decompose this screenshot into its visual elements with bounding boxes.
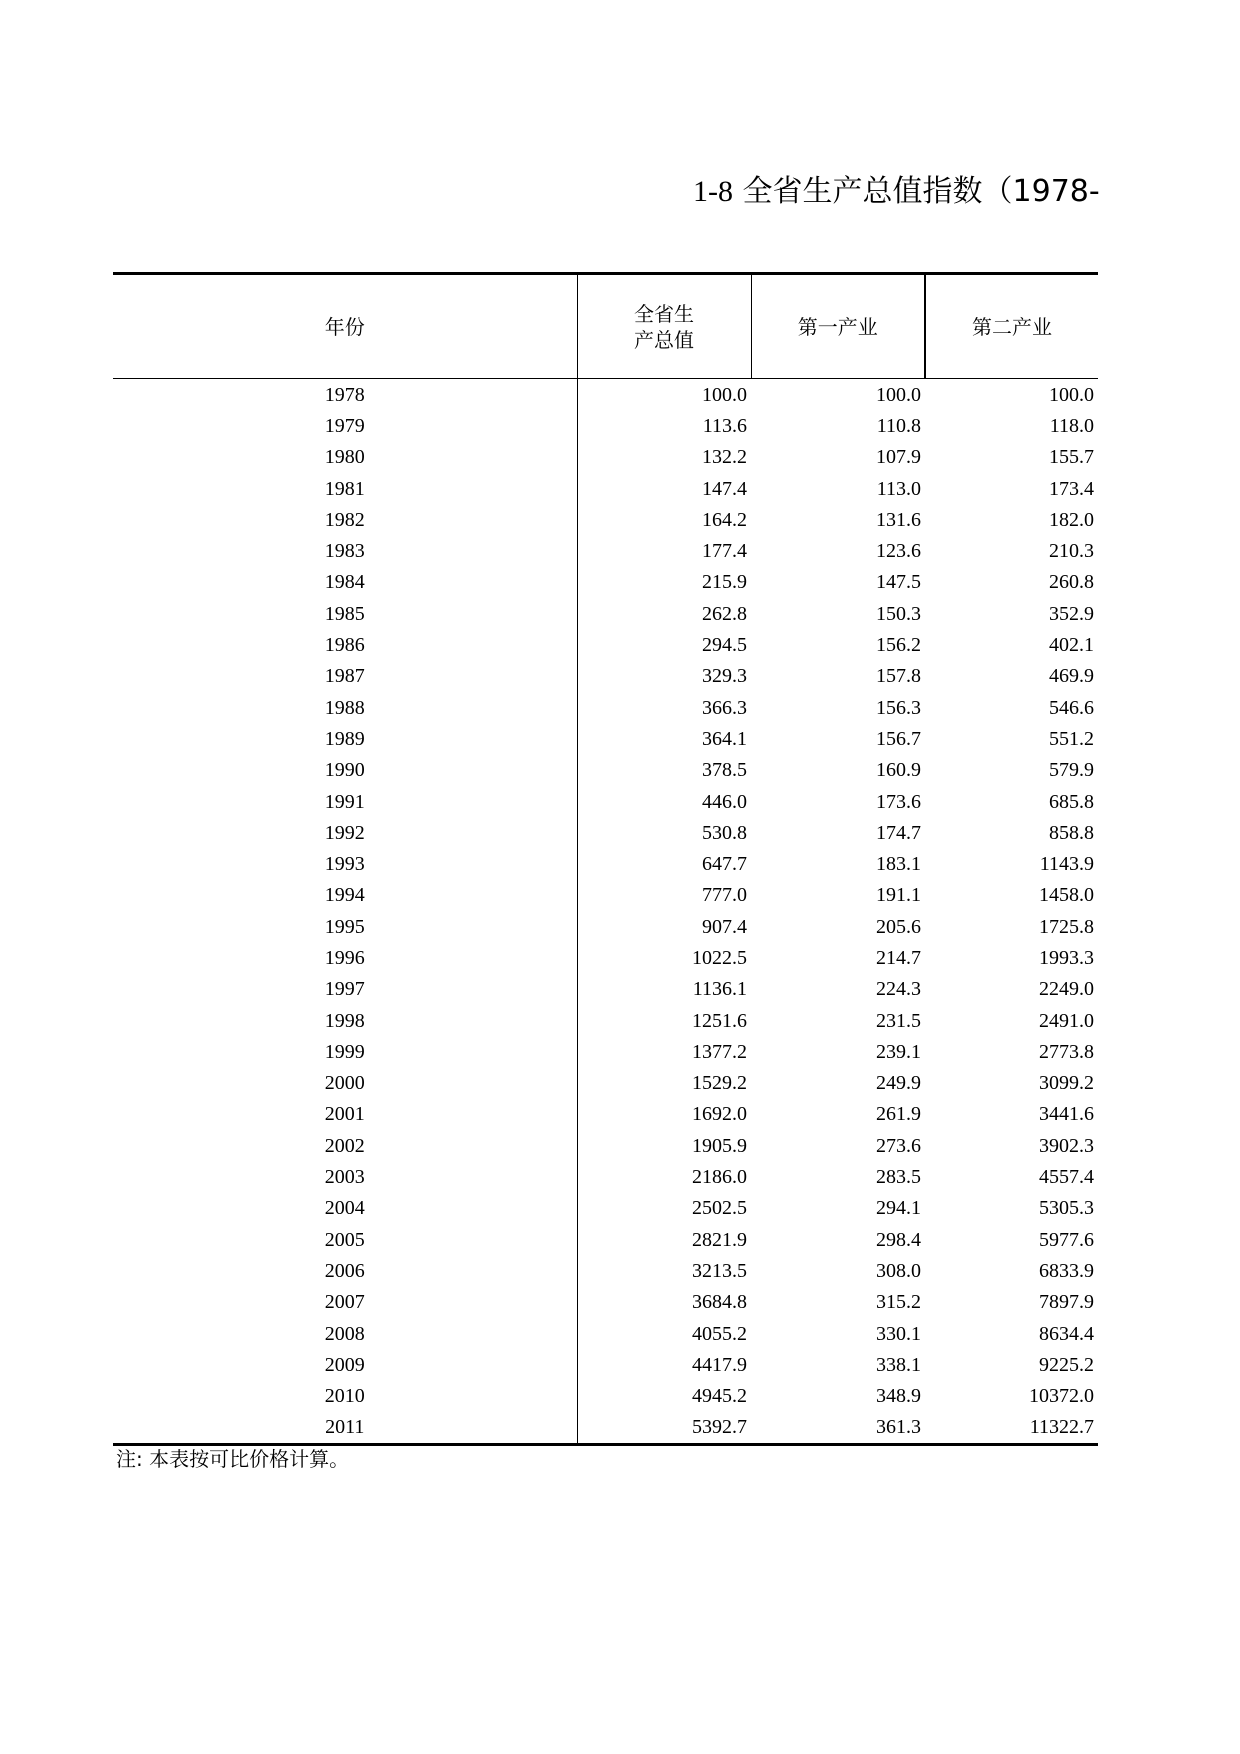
table-row: [113, 786, 1098, 817]
secondary-industry-index-cell: 2491.0: [1039, 1009, 1094, 1032]
gdp-index-cell: 1251.6: [692, 1009, 747, 1032]
secondary-industry-index-cell: 4557.4: [1039, 1166, 1094, 1189]
primary-industry-index-cell: 224.3: [876, 978, 921, 1001]
primary-industry-index-cell: 261.9: [876, 1103, 921, 1126]
table-row: [113, 1193, 1098, 1224]
primary-industry-index-cell: 294.1: [876, 1197, 921, 1220]
gdp-index-cell: 647.7: [702, 853, 747, 876]
gdp-index-table: [113, 272, 1098, 1446]
secondary-industry-index-cell: 3099.2: [1039, 1072, 1094, 1095]
secondary-industry-index-cell: 5977.6: [1039, 1228, 1094, 1251]
primary-industry-index-cell: 157.8: [876, 665, 921, 688]
year-cell: 1981: [113, 473, 577, 504]
gdp-index-cell: 1022.5: [692, 946, 747, 969]
primary-industry-index-cell: 205.6: [876, 915, 921, 938]
table-number: 1-8: [693, 175, 733, 208]
secondary-industry-index-cell: 1458.0: [1039, 884, 1094, 907]
secondary-industry-index-cell: 118.0: [1049, 414, 1094, 437]
year-cell: 2002: [113, 1130, 577, 1161]
gdp-index-cell: 113.6: [702, 414, 747, 437]
year-cell: 2004: [113, 1193, 577, 1224]
gdp-index-cell: 164.2: [702, 508, 747, 531]
gdp-index-table-container: [113, 272, 1098, 1446]
gdp-index-cell: 446.0: [702, 790, 747, 813]
gdp-index-cell: 329.3: [702, 665, 747, 688]
year-cell: 2009: [113, 1349, 577, 1380]
table-row: [113, 1224, 1098, 1255]
secondary-industry-index-cell: 9225.2: [1039, 1353, 1094, 1376]
year-cell: 2007: [113, 1287, 577, 1318]
primary-industry-index-cell: 156.3: [876, 696, 921, 719]
year-cell: 2006: [113, 1255, 577, 1286]
secondary-industry-index-cell: 469.9: [1049, 665, 1094, 688]
table-row: [113, 723, 1098, 754]
year-cell: 1989: [113, 723, 577, 754]
year-cell: 1992: [113, 817, 577, 848]
table-row: [113, 974, 1098, 1005]
table-row: [113, 442, 1098, 473]
secondary-industry-index-cell: 8634.4: [1039, 1322, 1094, 1345]
primary-industry-index-cell: 131.6: [876, 508, 921, 531]
table-row: [113, 661, 1098, 692]
year-cell: 1997: [113, 974, 577, 1005]
primary-industry-index-cell: 173.6: [876, 790, 921, 813]
gdp-index-cell: 1136.1: [692, 978, 747, 1001]
year-cell: 1991: [113, 786, 577, 817]
table-row: [113, 880, 1098, 911]
table-row: [113, 1099, 1098, 1130]
year-cell: 1987: [113, 661, 577, 692]
year-cell: 1999: [113, 1036, 577, 1067]
secondary-industry-index-cell: 5305.3: [1039, 1197, 1094, 1220]
gdp-index-cell: 1529.2: [692, 1072, 747, 1095]
secondary-industry-index-cell: 1725.8: [1039, 915, 1094, 938]
primary-industry-index-cell: 214.7: [876, 946, 921, 969]
secondary-industry-index-cell: 6833.9: [1039, 1259, 1094, 1282]
year-cell: 2000: [113, 1068, 577, 1099]
primary-industry-index-cell: 315.2: [876, 1291, 921, 1314]
table-row: [113, 1412, 1098, 1445]
table-row: [113, 942, 1098, 973]
year-cell: 1988: [113, 692, 577, 723]
gdp-index-cell: 366.3: [702, 696, 747, 719]
gdp-index-cell: 177.4: [702, 540, 747, 563]
secondary-industry-index-cell: 3441.6: [1039, 1103, 1094, 1126]
primary-industry-index-cell: 348.9: [876, 1385, 921, 1408]
secondary-industry-index-cell: 11322.7: [925, 1412, 1098, 1445]
secondary-industry-index-cell: 685.8: [1049, 790, 1094, 813]
secondary-industry-index-cell: 1993.3: [1039, 946, 1094, 969]
table-title-text: 全省生产总值指数（1978-: [742, 174, 1100, 209]
secondary-industry-index-cell: 2773.8: [1039, 1040, 1094, 1063]
secondary-industry-index-cell: 7897.9: [1039, 1291, 1094, 1314]
gdp-index-cell: 907.4: [702, 915, 747, 938]
secondary-industry-index-cell: 10372.0: [1029, 1385, 1094, 1408]
year-cell: 2005: [113, 1224, 577, 1255]
secondary-industry-index-cell: 155.7: [1049, 446, 1094, 469]
gdp-index-cell: 4417.9: [692, 1353, 747, 1376]
primary-industry-index-cell: 150.3: [876, 602, 921, 625]
table-row: [113, 1381, 1098, 1412]
year-cell: 1984: [113, 567, 577, 598]
secondary-industry-index-cell: 546.6: [1049, 696, 1094, 719]
table-row: [113, 410, 1098, 441]
gdp-index-cell: 4945.2: [692, 1385, 747, 1408]
gdp-index-cell: 378.5: [702, 759, 747, 782]
gdp-index-cell: 3213.5: [692, 1259, 747, 1282]
secondary-industry-index-cell: 3902.3: [1039, 1134, 1094, 1157]
gdp-index-cell: 262.8: [702, 602, 747, 625]
secondary-industry-index-cell: 260.8: [1049, 571, 1094, 594]
primary-industry-index-cell: 156.2: [876, 634, 921, 657]
table-row: [113, 692, 1098, 723]
year-cell: 1986: [113, 629, 577, 660]
secondary-industry-index-cell: 402.1: [1049, 634, 1094, 657]
primary-industry-index-cell: 147.5: [876, 571, 921, 594]
secondary-industry-index-cell: 2249.0: [1039, 978, 1094, 1001]
primary-industry-index-cell: 330.1: [876, 1322, 921, 1345]
secondary-industry-index-cell: 173.4: [1049, 477, 1094, 500]
year-cell: 2011: [113, 1412, 577, 1445]
primary-industry-index-cell: 156.7: [876, 727, 921, 750]
year-cell: 2001: [113, 1099, 577, 1130]
primary-industry-index-cell: 110.8: [876, 414, 921, 437]
table-row: [113, 379, 1098, 411]
table-row: [113, 1255, 1098, 1286]
year-cell: 2008: [113, 1318, 577, 1349]
year-cell: 2003: [113, 1161, 577, 1192]
table-row: [113, 535, 1098, 566]
year-cell: 1993: [113, 848, 577, 879]
table-row: [113, 848, 1098, 879]
primary-industry-index-cell: 174.7: [876, 821, 921, 844]
year-cell: 1980: [113, 442, 577, 473]
secondary-industry-index-cell: 352.9: [1049, 602, 1094, 625]
gdp-index-cell: 530.8: [702, 821, 747, 844]
secondary-industry-index-cell: 579.9: [1049, 759, 1094, 782]
primary-industry-index-cell: 113.0: [876, 477, 921, 500]
primary-industry-index-cell: 100.0: [876, 383, 921, 406]
primary-industry-index-cell: 283.5: [876, 1166, 921, 1189]
table-row: [113, 755, 1098, 786]
table-row: [113, 1068, 1098, 1099]
table-row: [113, 629, 1098, 660]
year-cell: 2010: [113, 1381, 577, 1412]
gdp-index-cell: 4055.2: [692, 1322, 747, 1345]
column-header-gdp: [577, 274, 751, 379]
table-row: [113, 1287, 1098, 1318]
table-body: [113, 379, 1098, 1445]
gdp-index-cell: 215.9: [702, 571, 747, 594]
gdp-index-cell: 294.5: [702, 634, 747, 657]
gdp-index-cell: 1377.2: [692, 1040, 747, 1063]
primary-industry-index-cell: 361.3: [751, 1412, 925, 1445]
year-cell: 1996: [113, 942, 577, 973]
column-header-year: 年份: [113, 274, 577, 379]
secondary-industry-index-cell: 210.3: [1049, 540, 1094, 563]
primary-industry-index-cell: 183.1: [876, 853, 921, 876]
primary-industry-index-cell: 191.1: [876, 884, 921, 907]
primary-industry-index-cell: 123.6: [876, 540, 921, 563]
gdp-index-cell: 1905.9: [692, 1134, 747, 1157]
primary-industry-index-cell: 298.4: [876, 1228, 921, 1251]
primary-industry-index-cell: 338.1: [876, 1353, 921, 1376]
year-cell: 1978: [113, 379, 577, 411]
table-row: [113, 1349, 1098, 1380]
table-row: [113, 567, 1098, 598]
gdp-index-cell: 3684.8: [692, 1291, 747, 1314]
year-cell: 1995: [113, 911, 577, 942]
table-row: [113, 1161, 1098, 1192]
secondary-industry-index-cell: 858.8: [1049, 821, 1094, 844]
column-header-secondary-industry: 第二产业: [925, 274, 1098, 379]
table-note: 注: 本表按可比价格计算。: [116, 1447, 350, 1471]
gdp-index-cell: 147.4: [702, 477, 747, 500]
gdp-index-cell: 5392.7: [577, 1412, 751, 1445]
primary-industry-index-cell: 231.5: [876, 1009, 921, 1032]
gdp-index-cell: 2186.0: [692, 1166, 747, 1189]
page-title: [693, 172, 1100, 212]
table-row: [113, 473, 1098, 504]
secondary-industry-index-cell: 182.0: [1049, 508, 1094, 531]
table-row: [113, 1130, 1098, 1161]
year-cell: 1979: [113, 410, 577, 441]
year-cell: 1985: [113, 598, 577, 629]
primary-industry-index-cell: 273.6: [876, 1134, 921, 1157]
gdp-index-cell: 2821.9: [692, 1228, 747, 1251]
year-cell: 1990: [113, 755, 577, 786]
year-cell: 1994: [113, 880, 577, 911]
secondary-industry-index-cell: 100.0: [1049, 383, 1094, 406]
year-cell: 1982: [113, 504, 577, 535]
primary-industry-index-cell: 249.9: [876, 1072, 921, 1095]
table-row: [113, 1005, 1098, 1036]
gdp-index-cell: 364.1: [702, 727, 747, 750]
year-cell: 1983: [113, 535, 577, 566]
gdp-index-cell: 777.0: [702, 884, 747, 907]
primary-industry-index-cell: 239.1: [876, 1040, 921, 1063]
table-row: [113, 911, 1098, 942]
column-header-gdp-line2: 产总值: [634, 327, 694, 352]
primary-industry-index-cell: 160.9: [876, 759, 921, 782]
table-row: [113, 598, 1098, 629]
gdp-index-cell: 132.2: [702, 446, 747, 469]
primary-industry-index-cell: 107.9: [876, 446, 921, 469]
gdp-index-cell: 1692.0: [692, 1103, 747, 1126]
table-row: [113, 817, 1098, 848]
column-header-gdp-line1: 全省生: [634, 301, 694, 326]
gdp-index-cell: 100.0: [702, 383, 747, 406]
gdp-index-cell: 2502.5: [692, 1197, 747, 1220]
table-row: [113, 1036, 1098, 1067]
table-row: [113, 504, 1098, 535]
secondary-industry-index-cell: 1143.9: [1039, 853, 1094, 876]
primary-industry-index-cell: 308.0: [876, 1259, 921, 1282]
table-header-row: [113, 274, 1098, 379]
table-row: [113, 1318, 1098, 1349]
year-cell: 1998: [113, 1005, 577, 1036]
column-header-primary-industry: 第一产业: [751, 274, 925, 379]
secondary-industry-index-cell: 551.2: [1049, 727, 1094, 750]
